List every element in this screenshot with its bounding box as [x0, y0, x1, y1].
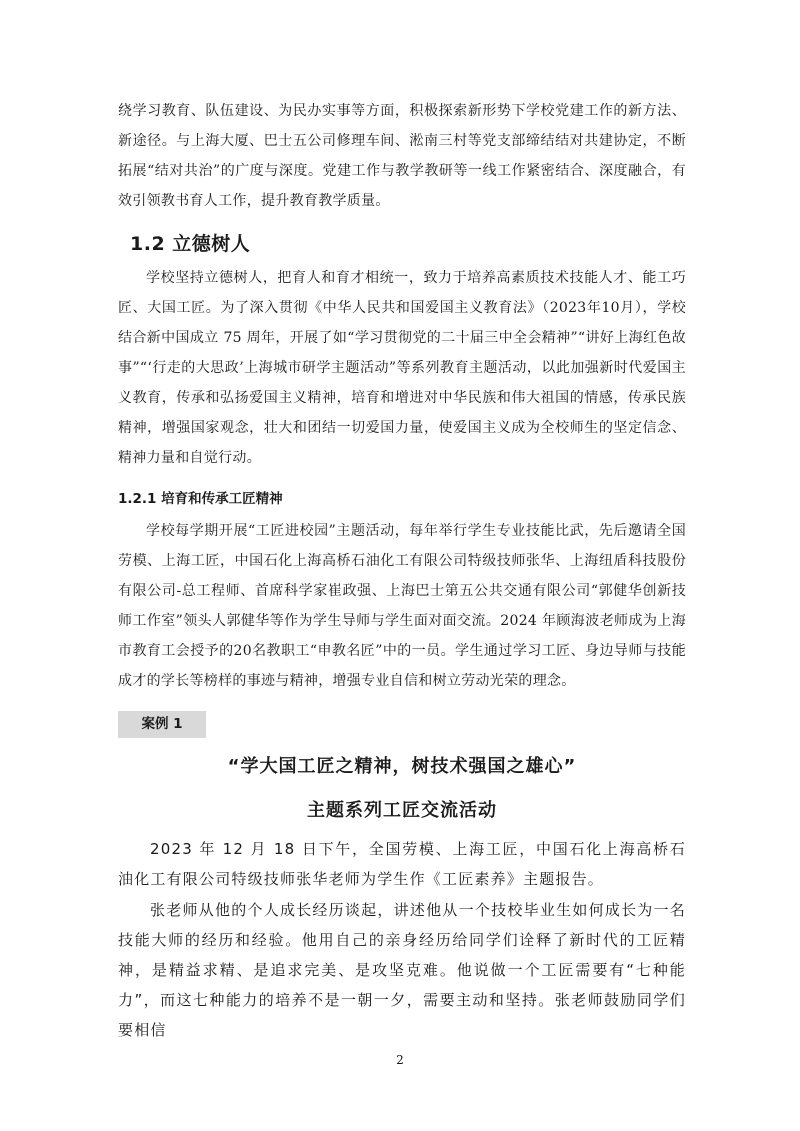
paragraph-party-building: 绕学习教育、队伍建设、为民办实事等方面，积极探索新形势下学校党建工作的新方法、新途径。与上海大厦、巴士五公司修理车间、淞南三村等党支部缔结结对共建协定，不断拓展“结对共治”的广度与深度。党建工作与教学教研等一线工作紧密结合、深度融合，有效引领教书育人工作，提升教育教学质量。 — [118, 103, 686, 209]
case-title-line2: 主题系列工匠交流活动 — [307, 800, 497, 821]
paragraph-craftsman-spirit: 学校每学期开展“工匠进校园”主题活动，每年举行学生专业技能比武，先后邀请全国劳模、上海工匠，中国石化上海高桥石油化工有限公司特级技师张华、上海纽盾科技股份有限公司-总工程师、首席科学家崔政强、上海巴士第五公共交通有限公司“郭健华创新技师工作室”领头人郭健华等作为学生导师与学生面对面交流。2024 年顾海波老师成为上海市教育工会授予的20名教职工“申教名匠”中的一员。学生通过学习工匠、身边导师与技能成才的学长等榜样的事迹与精神，增强专业自信和树立劳动光荣的理念。 — [118, 523, 686, 689]
section-heading: 1.2 立德树人 — [130, 233, 251, 255]
case-badge: 案例 1 — [118, 711, 206, 738]
paragraph-moral-education: 学校坚持立德树人，把育人和育才相统一，致力于培养高素质技术技能人才、能工巧匠、大国工匠。为了深入贯彻《中华人民共和国爱国主义教育法》（2023年10月），学校结合新中国成立 75 周年，开展了如“学习贯彻党的二十届三中全会精神”“讲好上海红色故事”“‘行走的大思政’上海城市研学主题活动”等系列教育主题活动，以此加强新时代爱国主义教育，传承和弘扬爱国主义精神，培育和增进对中华民族和伟大祖国的情感，传承民族精神，增强国家观念，壮大和团结一切爱国力量，使爱国主义成为全校师生的坚定信念、精神力量和自觉行动。 — [118, 270, 686, 466]
case-paragraph-2: 张老师从他的个人成长经历谈起，讲述他从一个技校毕业生如何成长为一名技能大师的经历和经验。他用自己的亲身经历给同学们诠释了新时代的工匠精神，是精益求精、是追求完美、是攻坚克难。他说做一个工匠需要有“七种能力”，而这七种能力的培养不是一朝一夕，需要主动和坚持。张老师鼓励同学们要相信 — [118, 901, 686, 1039]
subsection-heading: 1.2.1 培育和传承工匠精神 — [118, 491, 283, 507]
case-title-line1: “学大国工匠之精神，树技术强国之雄心” — [227, 756, 577, 777]
page-number: 2 — [396, 1053, 404, 1067]
case-paragraph-1: 2023 年 12 月 18 日下午，全国劳模、上海工匠，中国石化上海高桥石油化工有限公司特级技师张华老师为学生作《工匠素养》主题报告。 — [118, 840, 686, 888]
